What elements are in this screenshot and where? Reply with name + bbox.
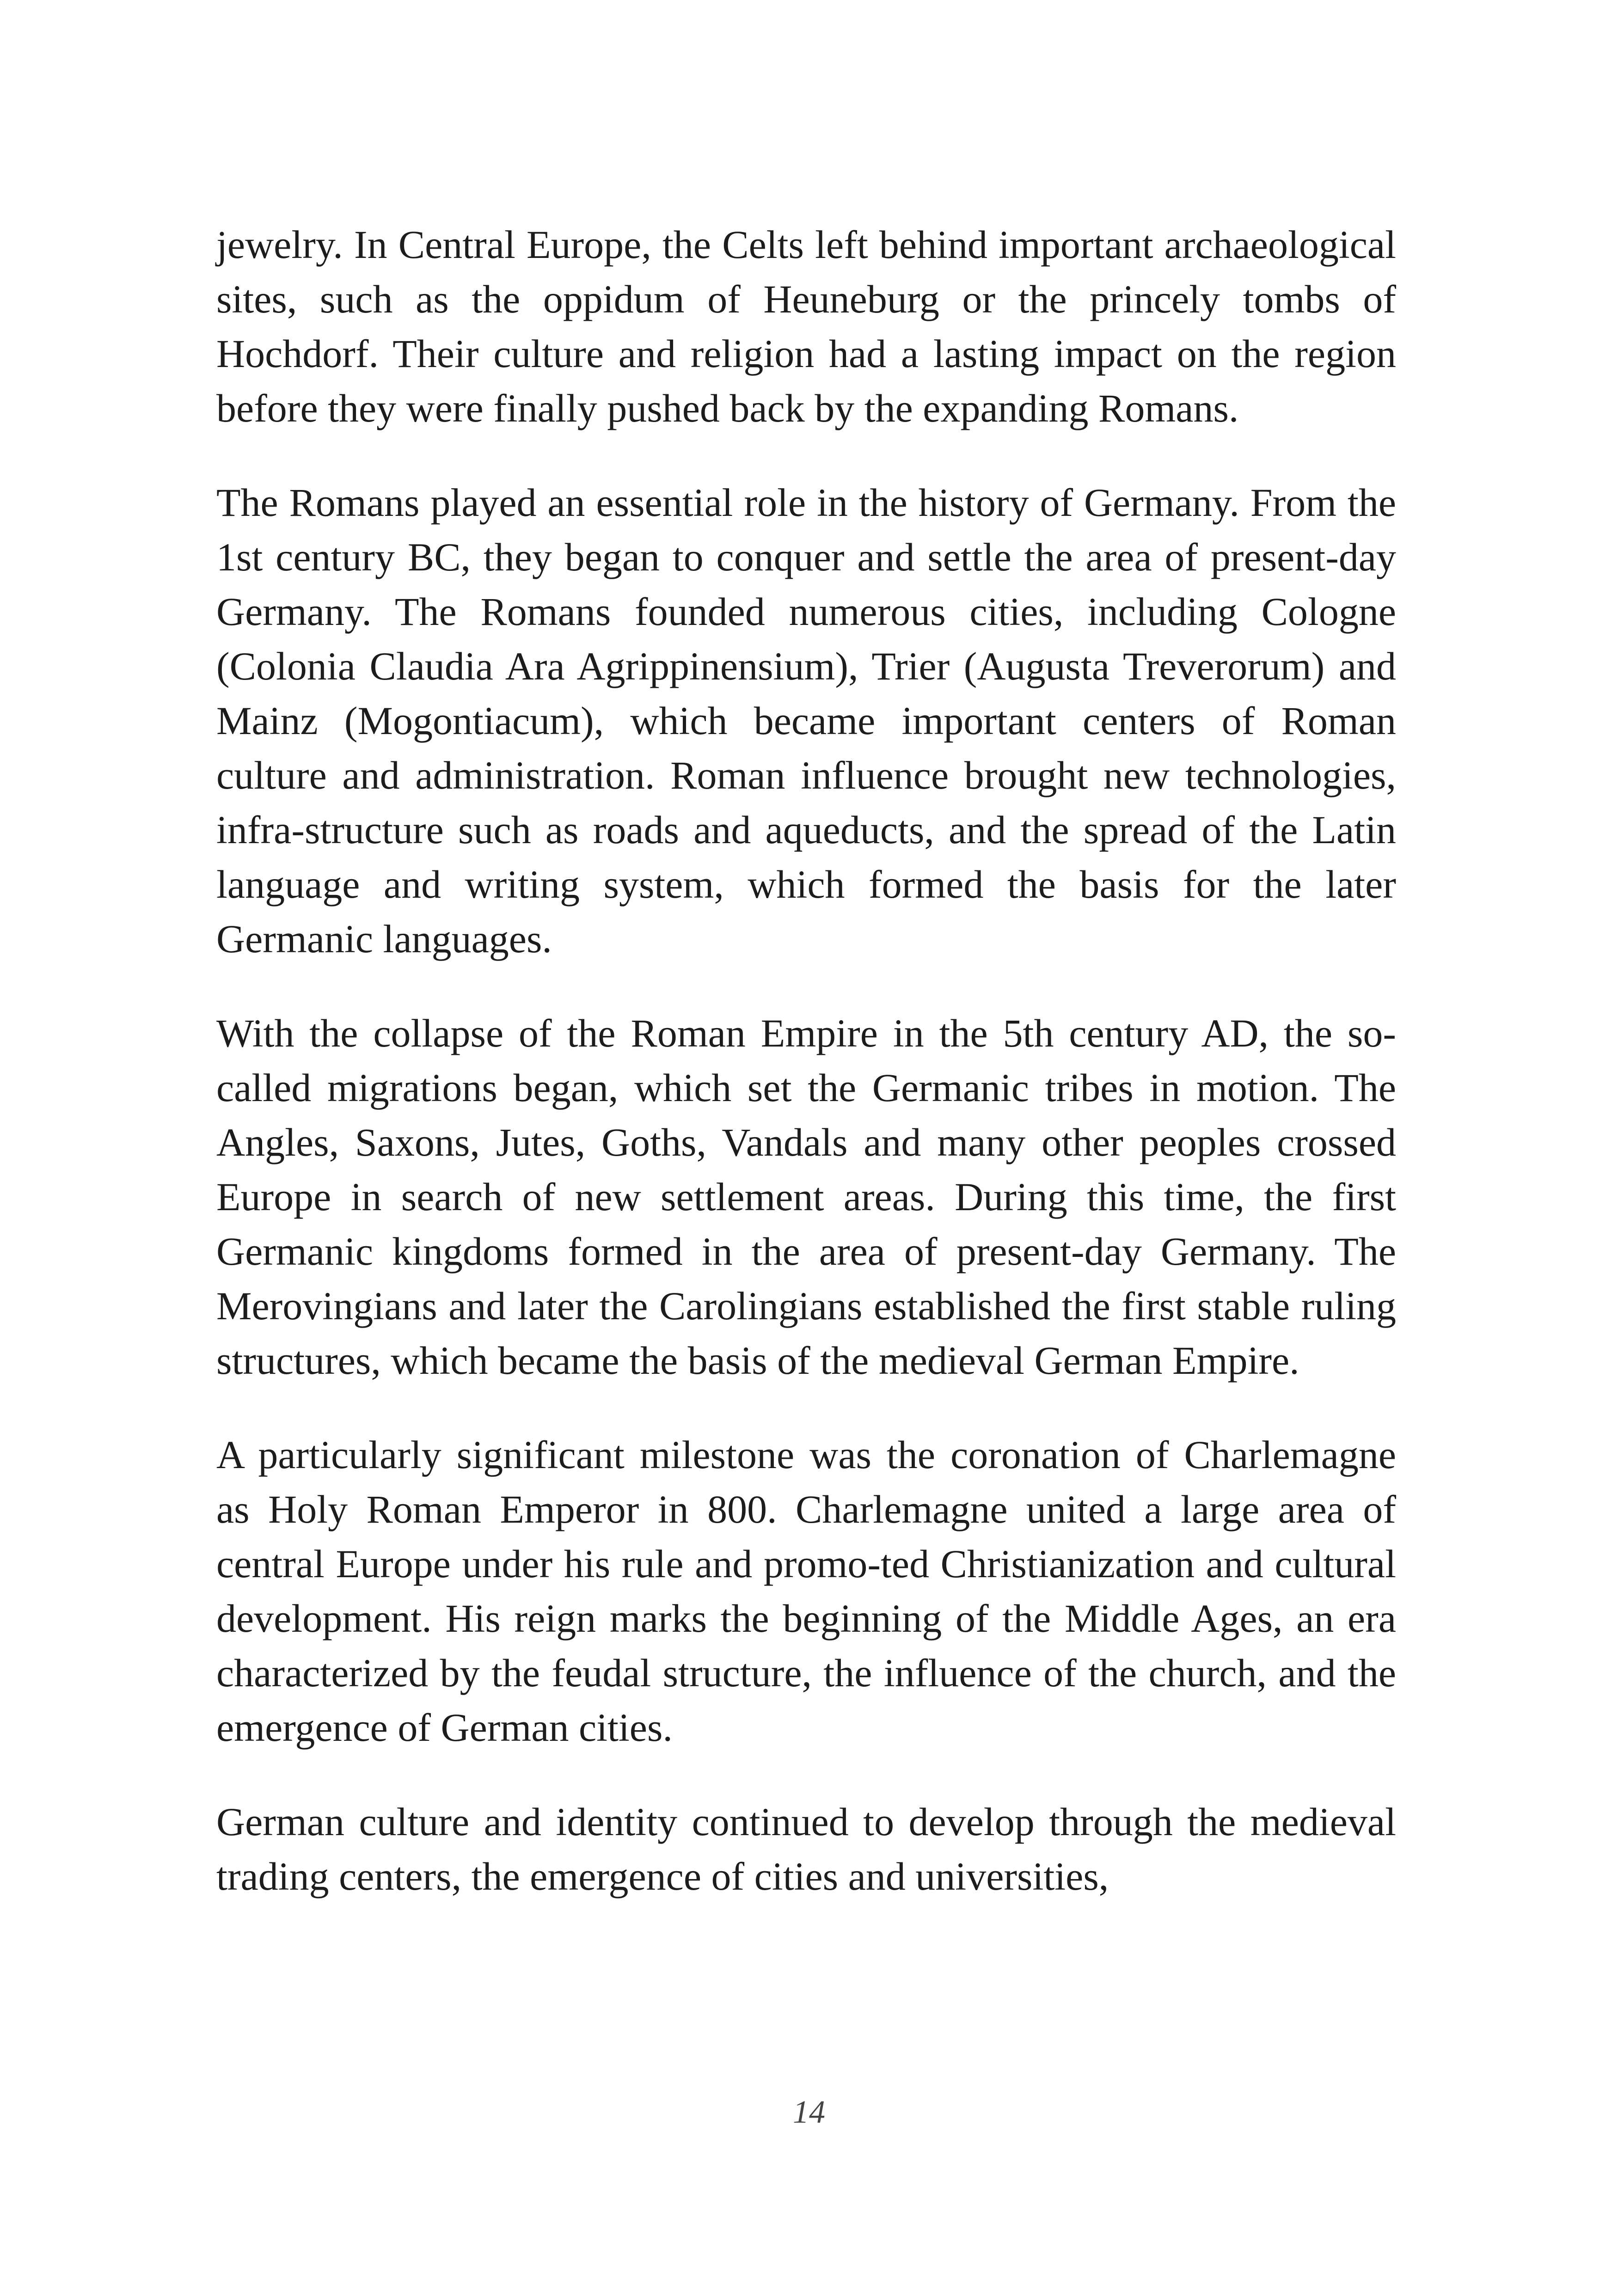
body-text (216, 217, 1396, 1943)
paragraph-german-culture: German culture and identity continued to develop through the medieval trading centers, the emergence of cities and universities, (216, 1800, 1396, 1898)
paragraph-charlemagne: A particularly significant milestone was the coronation of Charlemagne as Holy Roman Emperor in 800. Charlemagne united a large area of central Europe under his rule and promo-ted Christianization and cultural development. His reign marks the beginning of the Middle Ages, an era characterized by the feudal structure, the influence of the church, and the emergence of German cities. (216, 1433, 1396, 1750)
paragraph-migrations: With the collapse of the Roman Empire in the 5th century AD, the so-called migrations began, which set the Germanic tribes in motion. The Angles, Saxons, Jutes, Goths, Vandals and many other peoples crossed Europe in search of new settlement areas. During this time, the first Germanic kingdoms formed in the area of present-day Germany. The Merovingians and later the Carolingians established the first stable ruling structures, which became the basis of the medieval German Empire. (216, 1011, 1396, 1383)
page-number: 14 (793, 2094, 825, 2130)
paragraph-celts: jewelry. In Central Europe, the Celts left behind important archaeological sites, such as the oppidum of Heuneburg or the princely tombs of Hochdorf. Their culture and religion had a lasting impact on the region before they were finally pushed back by the expanding Romans. (216, 222, 1396, 430)
paragraph-romans: The Romans played an essential role in the history of Germany. From the 1st century BC, they began to conquer and settle the area of present-day Germany. The Romans founded numerous cities, including Cologne (Colonia Claudia Ara Agrippinensium), Trier (Augusta Treverorum) and Mainz (Mogontiacum), which became important centers of Roman culture and administration. Roman influence brought new technologies, infra-structure such as roads and aqueducts, and the spread of the Latin language and writing system, which formed the basis for the later Germanic languages. (216, 480, 1396, 961)
